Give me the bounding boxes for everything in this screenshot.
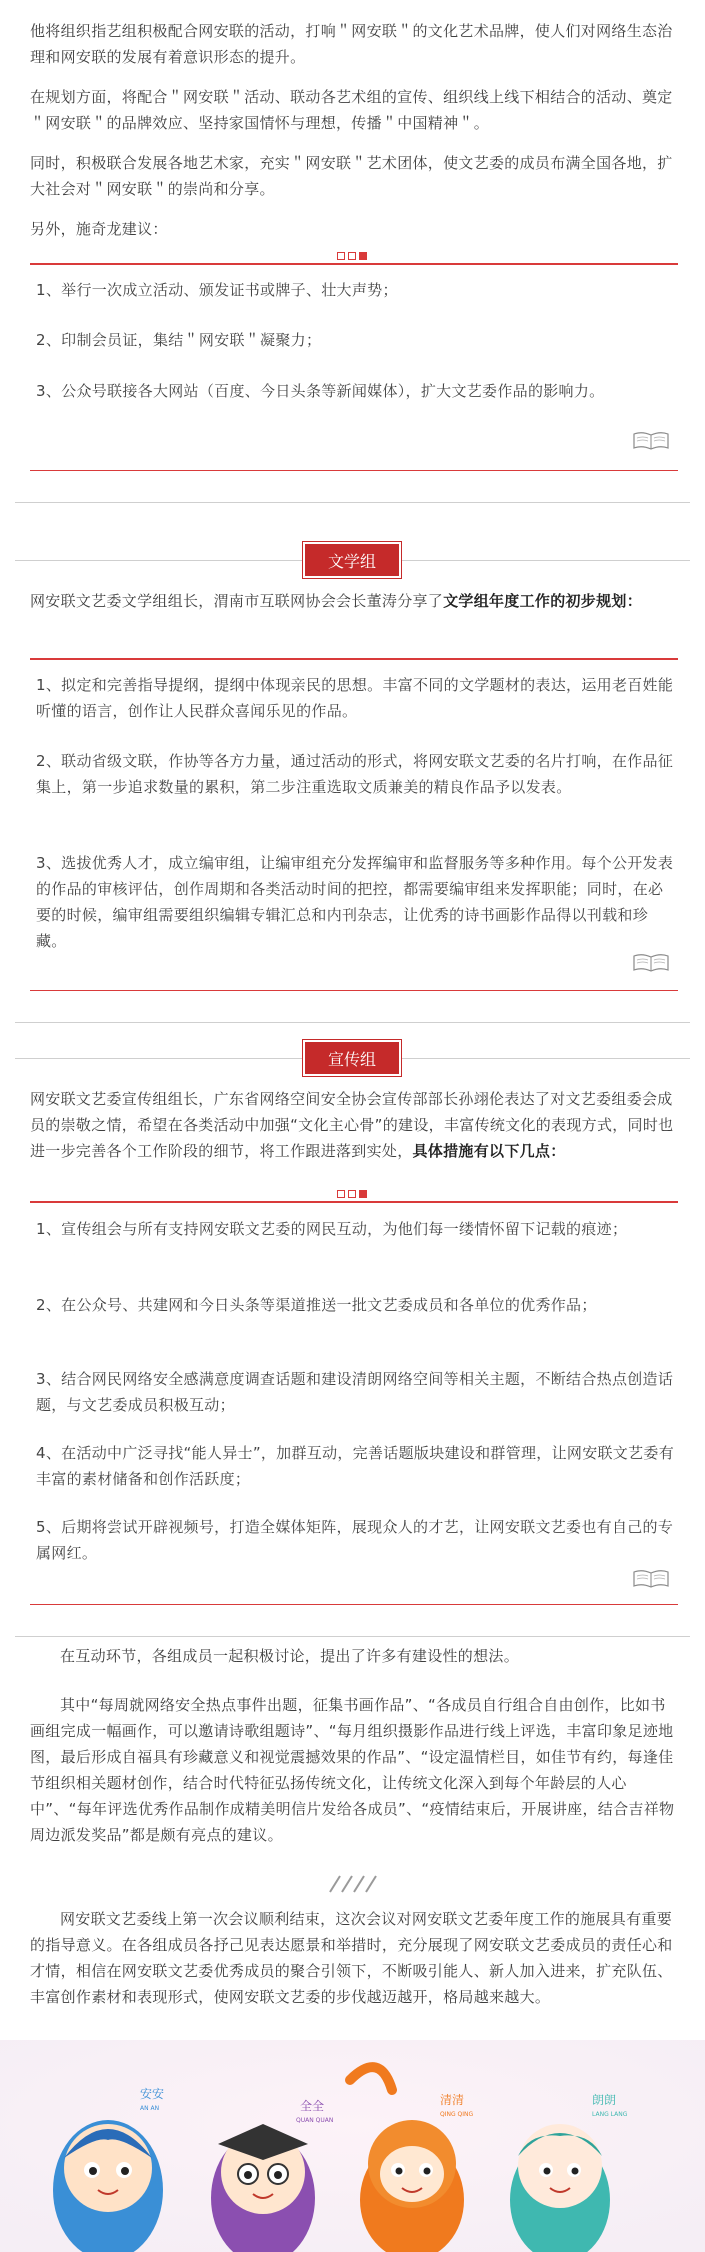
box-top-border bbox=[30, 658, 678, 660]
box-bottom-border bbox=[30, 1604, 678, 1605]
mascot-name-3: 清清 bbox=[440, 2093, 465, 2107]
section-divider bbox=[15, 1022, 690, 1023]
publicity-item-4: 4、在活动中广泛寻找“能人异士”，加群互动，完善话题版块建设和群管理，让网安联文艺委有丰富的素材储备和创作活跃度； bbox=[36, 1444, 674, 1488]
intro-paragraph-4: 另外，施奇龙建议： bbox=[30, 220, 168, 238]
publicity-group-tag: 宣传组 bbox=[303, 1040, 401, 1076]
divider-dots-icon bbox=[334, 252, 370, 262]
literature-group-tag: 文学组 bbox=[303, 542, 401, 578]
publicity-item-1: 1、宣传组会与所有支持网安联文艺委的网民互动，为他们每一缕情怀留下记载的痕迹； bbox=[36, 1220, 628, 1238]
literature-item-3: 3、选拔优秀人才，成立编审组，让编审组充分发挥编审和监督服务等多种作用。每个公开发表的作品的审核评估，创作周期和各类活动时间的把控，都需要编审组来发挥职能；同时，在必要的时候，编审组需要组织编辑专辑汇总和内刊杂志，让优秀的诗书画影作品得以刊载和珍藏。 bbox=[36, 854, 674, 950]
literature-intro: 网安联文艺委文学组组长，渭南市互联网协会会长董涛分享了文学组年度工作的初步规划： bbox=[30, 592, 643, 610]
open-book-icon bbox=[632, 952, 670, 974]
box-top-border bbox=[30, 1201, 678, 1203]
mascot-quanquan bbox=[211, 2124, 315, 2252]
box1-item-2: 2、印制会员证，集结＂网安联＂凝聚力； bbox=[36, 331, 322, 349]
publicity-item-3: 3、结合网民网络安全感满意度调查话题和建设清朗网络空间等相关主题，不断结合热点创造话题，与文艺委成员积极互动； bbox=[36, 1370, 674, 1414]
mascot-name-1: 安安 bbox=[140, 2087, 165, 2101]
mascot-pinyin-2: QUAN QUAN bbox=[296, 2117, 334, 2124]
publicity-item-2: 2、在公众号、共建网和今日头条等渠道推送一批文艺委成员和各单位的优秀作品； bbox=[36, 1296, 597, 1314]
mascot-pinyin-3: QING QING bbox=[440, 2111, 474, 2118]
mascot-langlang bbox=[510, 2124, 610, 2252]
open-book-icon bbox=[632, 1568, 670, 1590]
intro-paragraph-3: 同时，积极联合发展各地艺术家，充实＂网安联＂艺术团体，使文艺委的成员布满全国各地，扩大社会对＂网安联＂的崇尚和分享。 bbox=[30, 154, 673, 198]
discussion-paragraph-2: 其中“每周就网络安全热点事件出题，征集书画作品”、“各成员自行组合自由创作，比如书画组完成一幅画作，可以邀请诗歌组题诗”、“每月组织摄影作品进行线上评选，丰富印象足迹地图，最后形成自福具有珍藏意义和视觉震撼效果的作品”、“设定温情栏目，如佳节有约，每逢佳节组织相关题材创作，结合时代特征弘扬传统文化，让传统文化深入到每个年龄层的人心中”、“每年评选优秀作品制作成精美明信片发给各成员”、“疫情结束后，开展讲座，结合吉祥物周边派发奖品”都是颇有亮点的建议。 bbox=[30, 1696, 675, 1844]
literature-item-2: 2、联动省级文联，作协等各方力量，通过活动的形式，将网安联文艺委的名片打响，在作品征集上，第一步追求数量的累积，第二步注重选取文质兼美的精良作品予以发表。 bbox=[36, 752, 674, 796]
mascot-pinyin-4: LANG LANG bbox=[592, 2111, 628, 2118]
discussion-paragraph-3: 网安联文艺委线上第一次会议顺利结束，这次会议对网安联文艺委年度工作的施展具有重要的指导意义。在各组成员各抒己见表达愿景和举措时，充分展现了网安联文艺委成员的责任心和才情，相信在网安联文艺委优秀成员的聚合引领下，不断吸引能人、新人加入进来，扩充队伍、丰富创作素材和表现形式，使网安联文艺委的步伐越迈越开，格局越来越大。 bbox=[30, 1910, 673, 2006]
intro-paragraph-1: 他将组织指艺组积极配合网安联的活动，打响＂网安联＂的文化艺术品牌，使人们对网络生态治理和网安联的发展有着意识形态的提升。 bbox=[30, 22, 673, 66]
literature-item-1: 1、拟定和完善指导提纲，提纲中体现亲民的思想。丰富不同的文学题材的表达，运用老百姓能听懂的语言，创作让人民群众喜闻乐见的作品。 bbox=[36, 676, 674, 720]
divider-dots-icon bbox=[334, 1190, 370, 1200]
section-divider bbox=[15, 502, 690, 503]
mascot-name-4: 朗朗 bbox=[592, 2093, 617, 2107]
slash-divider-icon bbox=[322, 1874, 382, 1894]
box-top-border bbox=[30, 263, 678, 265]
publicity-intro: 网安联文艺委宣传组组长，广东省网络空间安全协会宣传部部长孙翊伦表达了对文艺委组委会成员的崇敬之情，希望在各类活动中加强“文化主心骨”的建设，丰富传统文化的表现方式，同时也进一步完善各个工作阶段的细节，将工作跟进落到实处，具体措施有以下几点： bbox=[30, 1090, 674, 1160]
mascot-name-2: 全全 bbox=[300, 2099, 325, 2113]
mascots-illustration bbox=[0, 2040, 705, 2252]
mascot-pinyin-1: AN AN bbox=[140, 2105, 160, 2112]
box-bottom-border bbox=[30, 470, 678, 471]
discussion-paragraph-1: 在互动环节，各组成员一起积极讨论，提出了许多有建设性的想法。 bbox=[60, 1647, 520, 1665]
intro-paragraph-2: 在规划方面，将配合＂网安联＂活动、联动各艺术组的宣传、组织线上线下相结合的活动、奠定＂网安联＂的品牌效应、坚持家国情怀与理想，传播＂中国精神＂。 bbox=[30, 88, 673, 132]
box-bottom-border bbox=[30, 990, 678, 991]
section-divider bbox=[15, 1636, 690, 1637]
mascots-banner bbox=[0, 2040, 705, 2252]
open-book-icon bbox=[632, 430, 670, 452]
box1-item-3: 3、公众号联接各大网站（百度、今日头条等新闻媒体），扩大文艺委作品的影响力。 bbox=[36, 382, 605, 400]
publicity-item-5: 5、后期将尝试开辟视频号，打造全媒体矩阵，展现众人的才艺，让网安联文艺委也有自己的专属网红。 bbox=[36, 1518, 674, 1562]
box1-item-1: 1、举行一次成立活动、颁发证书或牌子、壮大声势； bbox=[36, 281, 398, 299]
